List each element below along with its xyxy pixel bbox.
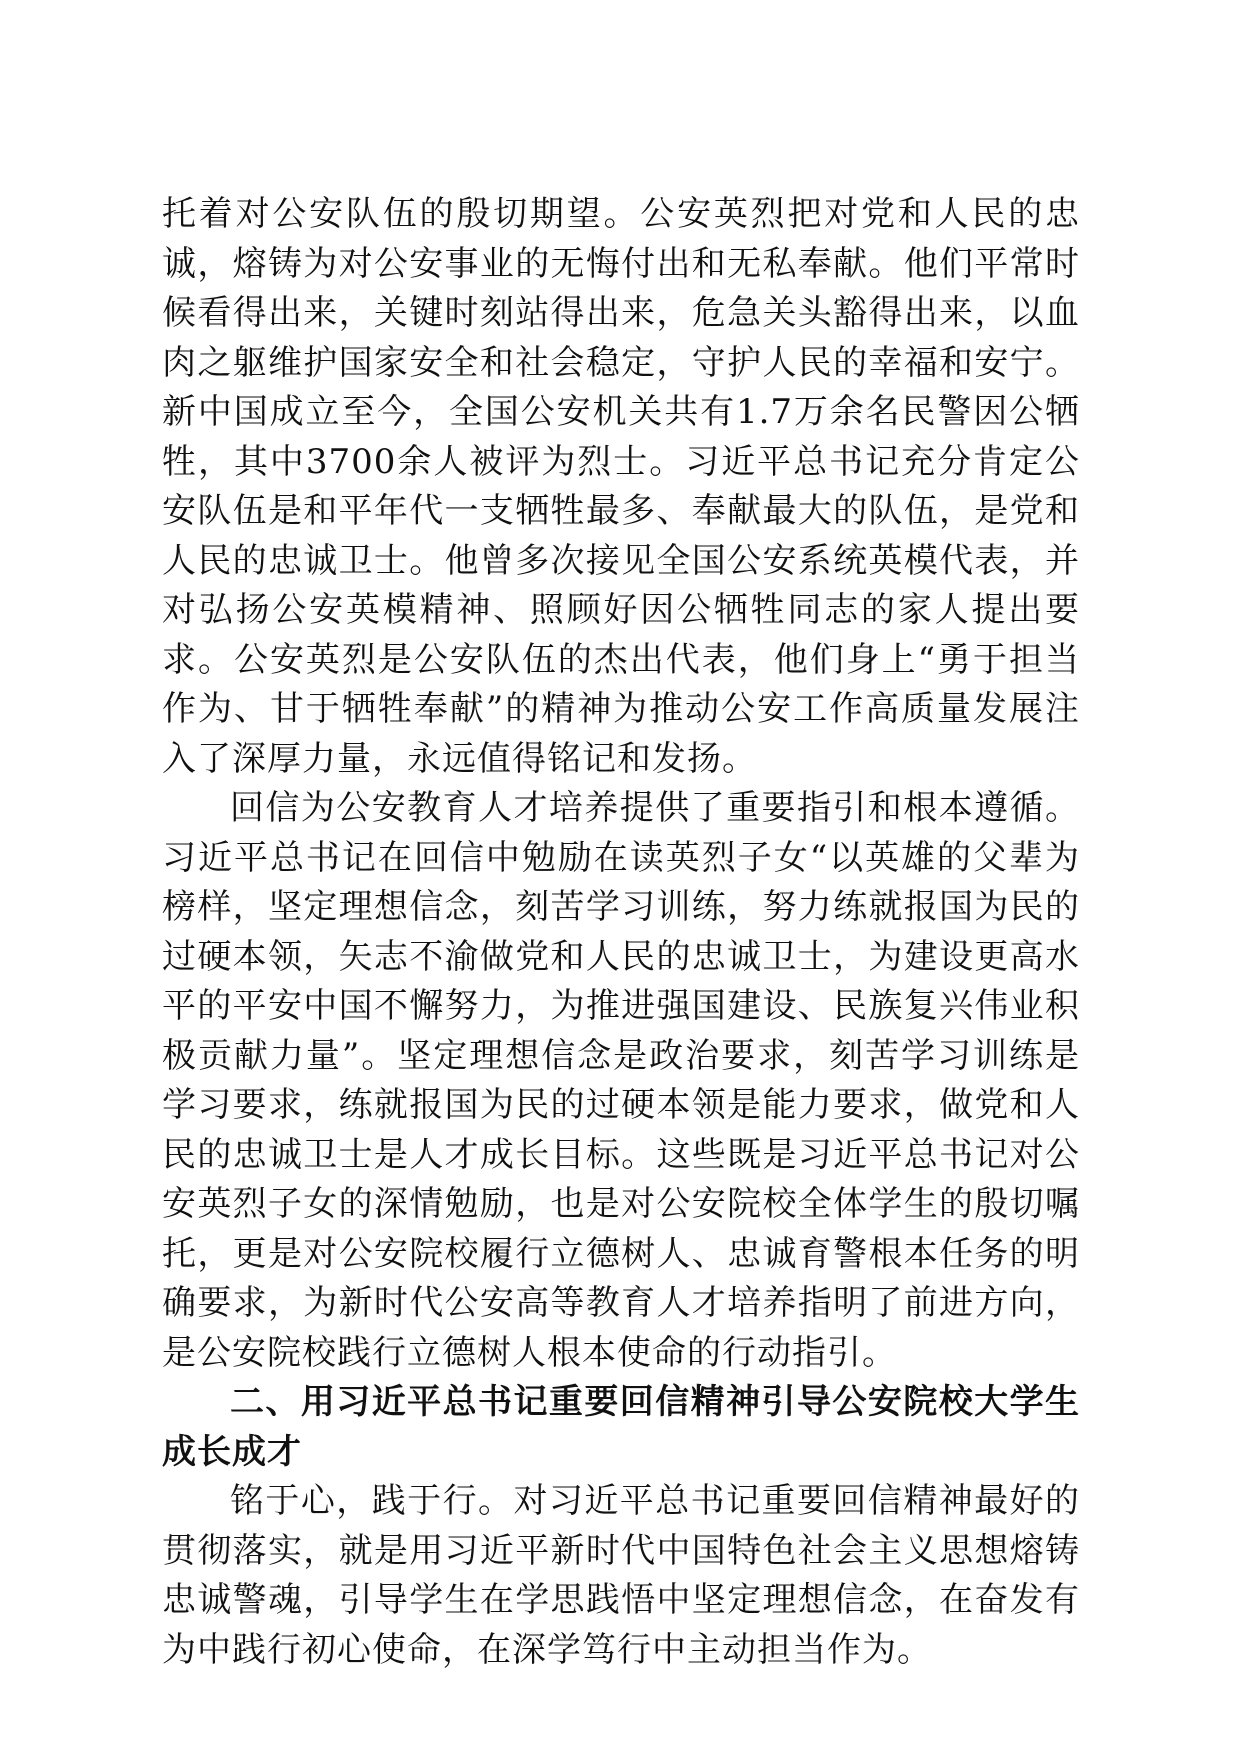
- paragraph-continuation: 托着对公安队伍的殷切期望。公安英烈把对党和人民的忠诚，熔铸为对公安事业的无悔付出和无私奉献。他们平常时候看得出来，关键时刻站得出来，危急关头豁得出来，以血肉之躯维护国家安全和社会稳定，守护人民的幸福和安宁。新中国成立至今，全国公安机关共有1.7万余名民警因公牺牲，其中3700余人被评为烈士。习近平总书记充分肯定公安队伍是和平年代一支牺牲最多、奉献最大的队伍，是党和人民的忠诚卫士。他曾多次接见全国公安系统英模代表，并对弘扬公安英模精神、照顾好因公牺牲同志的家人提出要求。公安英烈是公安队伍的杰出代表，他们身上“勇于担当作为、甘于牺牲奉献”的精神为推动公安工作高质量发展注入了深厚力量，永远值得铭记和发扬。: [162, 194, 1080, 779]
- section-heading-two: 二、用习近平总书记重要回信精神引导公安院校大学生成长成才: [162, 1382, 1080, 1472]
- paragraph-section-intro: 铭于心，践于行。对习近平总书记重要回信精神最好的贯彻落实，就是用习近平新时代中国特色社会主义思想熔铸忠诚警魂，引导学生在学思践悟中坚定理想信念，在奋发有为中践行初心使命，在深学笃行中主动担当作为。: [162, 1481, 1080, 1670]
- paragraph-reply-guidance: 回信为公安教育人才培养提供了重要指引和根本遵循。习近平总书记在回信中勉励在读英烈子女“以英雄的父辈为榜样，坚定理想信念，刻苦学习训练，努力练就报国为民的过硬本领，矢志不渝做党和人民的忠诚卫士，为建设更高水平的平安中国不懈努力，为推进强国建设、民族复兴伟业积极贡献力量”。坚定理想信念是政治要求，刻苦学习训练是学习要求，练就报国为民的过硬本领是能力要求，做党和人民的忠诚卫士是人才成长目标。这些既是习近平总书记对公安英烈子女的深情勉励，也是对公安院校全体学生的殷切嘱托，更是对公安院校履行立德树人、忠诚育警根本任务的明确要求，为新时代公安高等教育人才培养指明了前进方向，是公安院校践行立德树人根本使命的行动指引。: [162, 788, 1080, 1373]
- document-body: [162, 190, 1080, 1675]
